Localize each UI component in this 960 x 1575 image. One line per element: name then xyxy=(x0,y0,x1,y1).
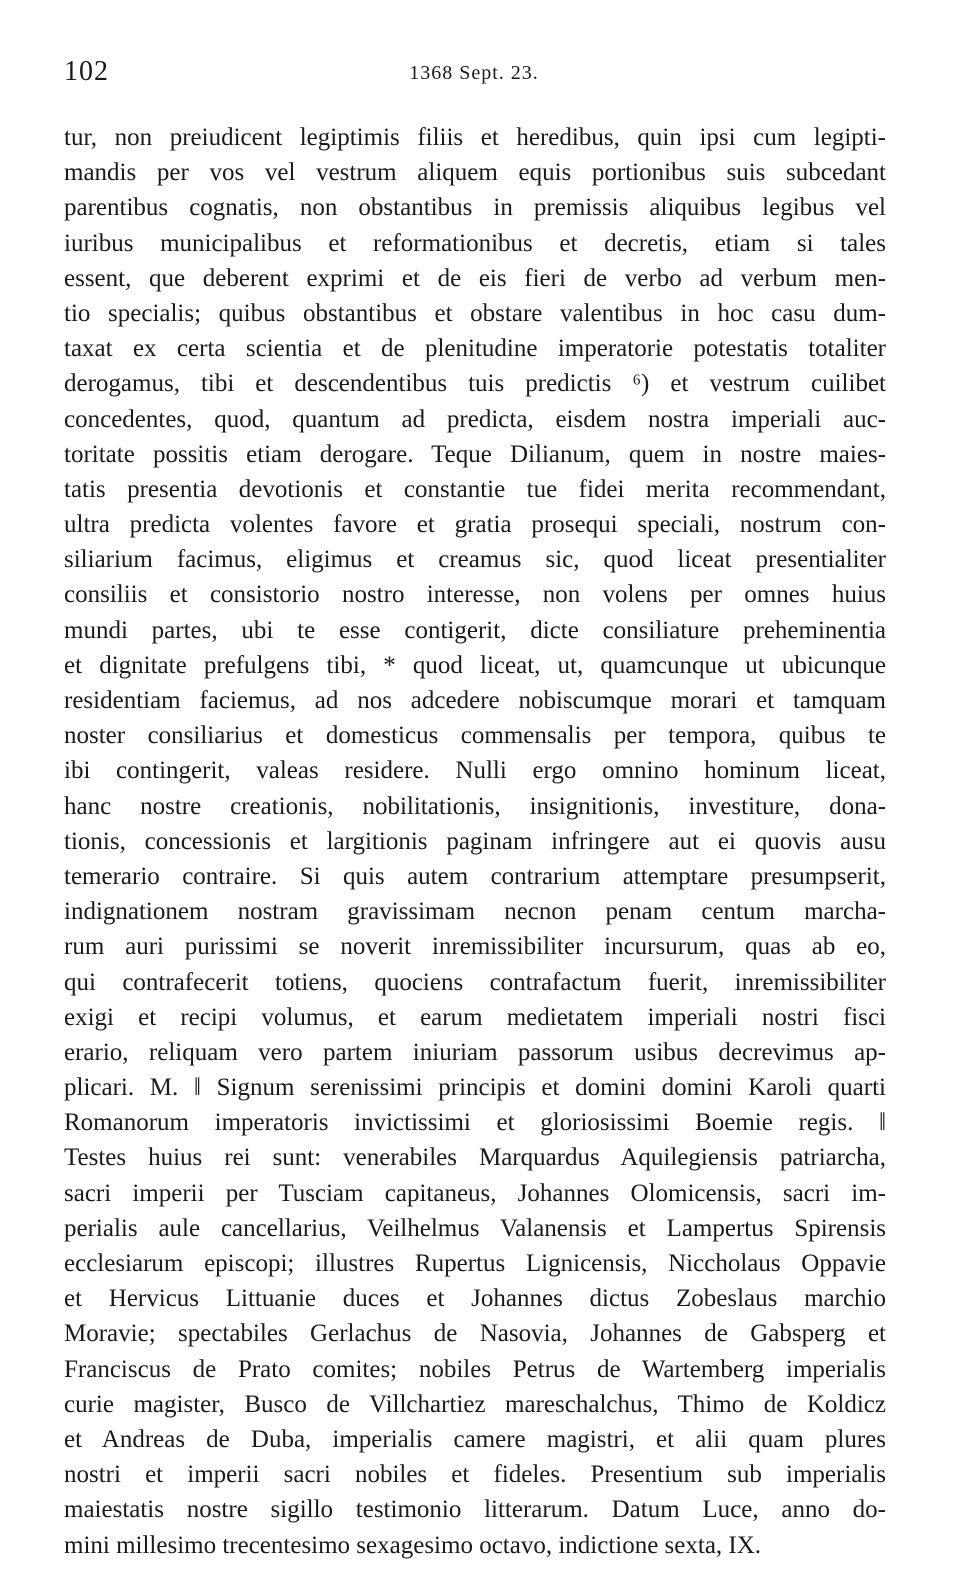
text-line: curie magister, Busco de Villchartiez mareschalchus, Thimo de Koldicz xyxy=(64,1390,886,1418)
text-line: nostri et imperii sacri nobiles et fideles. Presentium sub imperialis xyxy=(64,1461,886,1489)
text-line: sacri imperii per Tusciam capitaneus, Johannes Olomicensis, sacri im- xyxy=(64,1179,886,1207)
body-text xyxy=(64,120,886,1563)
text-line: Romanorum imperatoris invictissimi et gloriosissimi Boemie regis. ‖ xyxy=(64,1109,886,1137)
text-line: tio specialis; quibus obstantibus et obstare valentibus in hoc casu dum- xyxy=(64,299,886,327)
page-number: 102 xyxy=(64,56,109,87)
text-line: tur, non preiudicent legiptimis filiis et heredibus, quin ipsi cum legipti- xyxy=(64,124,886,151)
text-line: Franciscus de Prato comites; nobiles Petrus de Wartemberg imperialis xyxy=(64,1355,886,1383)
text-line: tatis presentia devotionis et constantie tue fidei merita recommendant, xyxy=(64,475,886,503)
text-line: indignationem nostram gravissimam necnon penam centum marcha- xyxy=(64,898,886,926)
text-line: qui contrafecerit totiens, quociens contrafactum fuerit, inremissibiliter xyxy=(64,968,886,996)
text-line: hanc nostre creationis, nobilitationis, insignitionis, investiture, dona- xyxy=(64,792,886,820)
text-line: mini millesimo trecentesimo sexagesimo octavo, indictione sexta, IX. xyxy=(64,1531,762,1559)
text-line: essent, que deberent exprimi et de eis fieri de verbo ad verbum men- xyxy=(64,264,886,292)
running-head: 1368 Sept. 23. xyxy=(409,62,539,84)
text-line: Testes huius rei sunt: venerabiles Marquardus Aquilegiensis patriarcha, xyxy=(64,1144,886,1172)
text-line: maiestatis nostre sigillo testimonio litterarum. Datum Luce, anno do- xyxy=(64,1496,886,1524)
text-line: concedentes, quod, quantum ad predicta, eisdem nostra imperiali auc- xyxy=(64,405,886,433)
text-line: derogamus, tibi et descendentibus tuis predictis ⁶) et vestrum cuilibet xyxy=(64,370,886,398)
text-line: temerario contraire. Si quis autem contrarium attemptare presumpserit, xyxy=(64,862,886,890)
text-line: parentibus cognatis, non obstantibus in premissis aliquibus legibus vel xyxy=(64,194,886,222)
text-line: taxat ex certa scientia et de plenitudine imperatorie potestatis totaliter xyxy=(64,335,886,363)
text-line: consiliis et consistorio nostro interesse, non volens per omnes huius xyxy=(64,581,886,609)
text-line: mundi partes, ubi te esse contigerit, dicte consiliature preheminentia xyxy=(64,616,886,644)
text-line: ibi contingerit, valeas residere. Nulli ergo omnino hominum liceat, xyxy=(64,757,886,785)
text-line: ecclesiarum episcopi; illustres Rupertus Lignicensis, Niccholaus Oppavie xyxy=(64,1250,886,1277)
text-line: plicari. M. ‖ Signum serenissimi principis et domini domini Karoli quarti xyxy=(64,1074,886,1102)
text-line: rum auri purissimi se noverit inremissibiliter incursurum, quas ab eo, xyxy=(64,933,886,961)
text-line: siliarium facimus, eligimus et creamus sic, quod liceat presentialiter xyxy=(64,546,886,574)
text-line: iuribus municipalibus et reformationibus et decretis, etiam si tales xyxy=(64,229,886,257)
text-line: noster consiliarius et domesticus commensalis per tempora, quibus te xyxy=(64,722,886,750)
text-line: Moravie; spectabiles Gerlachus de Nasovia, Johannes de Gabsperg et xyxy=(64,1320,886,1348)
text-line: erario, reliquam vero partem iniuriam passorum usibus decrevimus ap- xyxy=(64,1038,886,1066)
text-line: tionis, concessionis et largitionis paginam infringere aut ei quovis ausu xyxy=(64,827,886,855)
text-line: perialis aule cancellarius, Veilhelmus Valanensis et Lampertus Spirensis xyxy=(64,1214,886,1242)
page-header xyxy=(64,56,884,96)
text-line: toritate possitis etiam derogare. Teque Dilianum, quem in nostre maies- xyxy=(64,440,886,468)
text-line: et Andreas de Duba, imperialis camere magistri, et alii quam plures xyxy=(64,1425,886,1453)
text-line: ultra predicta volentes favore et gratia prosequi speciali, nostrum con- xyxy=(64,511,886,539)
text-line: et Hervicus Littuanie duces et Johannes dictus Zobeslaus marchio xyxy=(64,1285,886,1313)
text-line: residentiam faciemus, ad nos adcedere nobiscumque morari et tamquam xyxy=(64,687,886,714)
text-line: mandis per vos vel vestrum aliquem equis portionibus suis subcedant xyxy=(64,159,886,187)
text-line: exigi et recipi volumus, et earum medietatem imperiali nostri fisci xyxy=(64,1003,886,1031)
text-line: et dignitate prefulgens tibi, * quod liceat, ut, quamcunque ut ubicunque xyxy=(64,651,886,679)
